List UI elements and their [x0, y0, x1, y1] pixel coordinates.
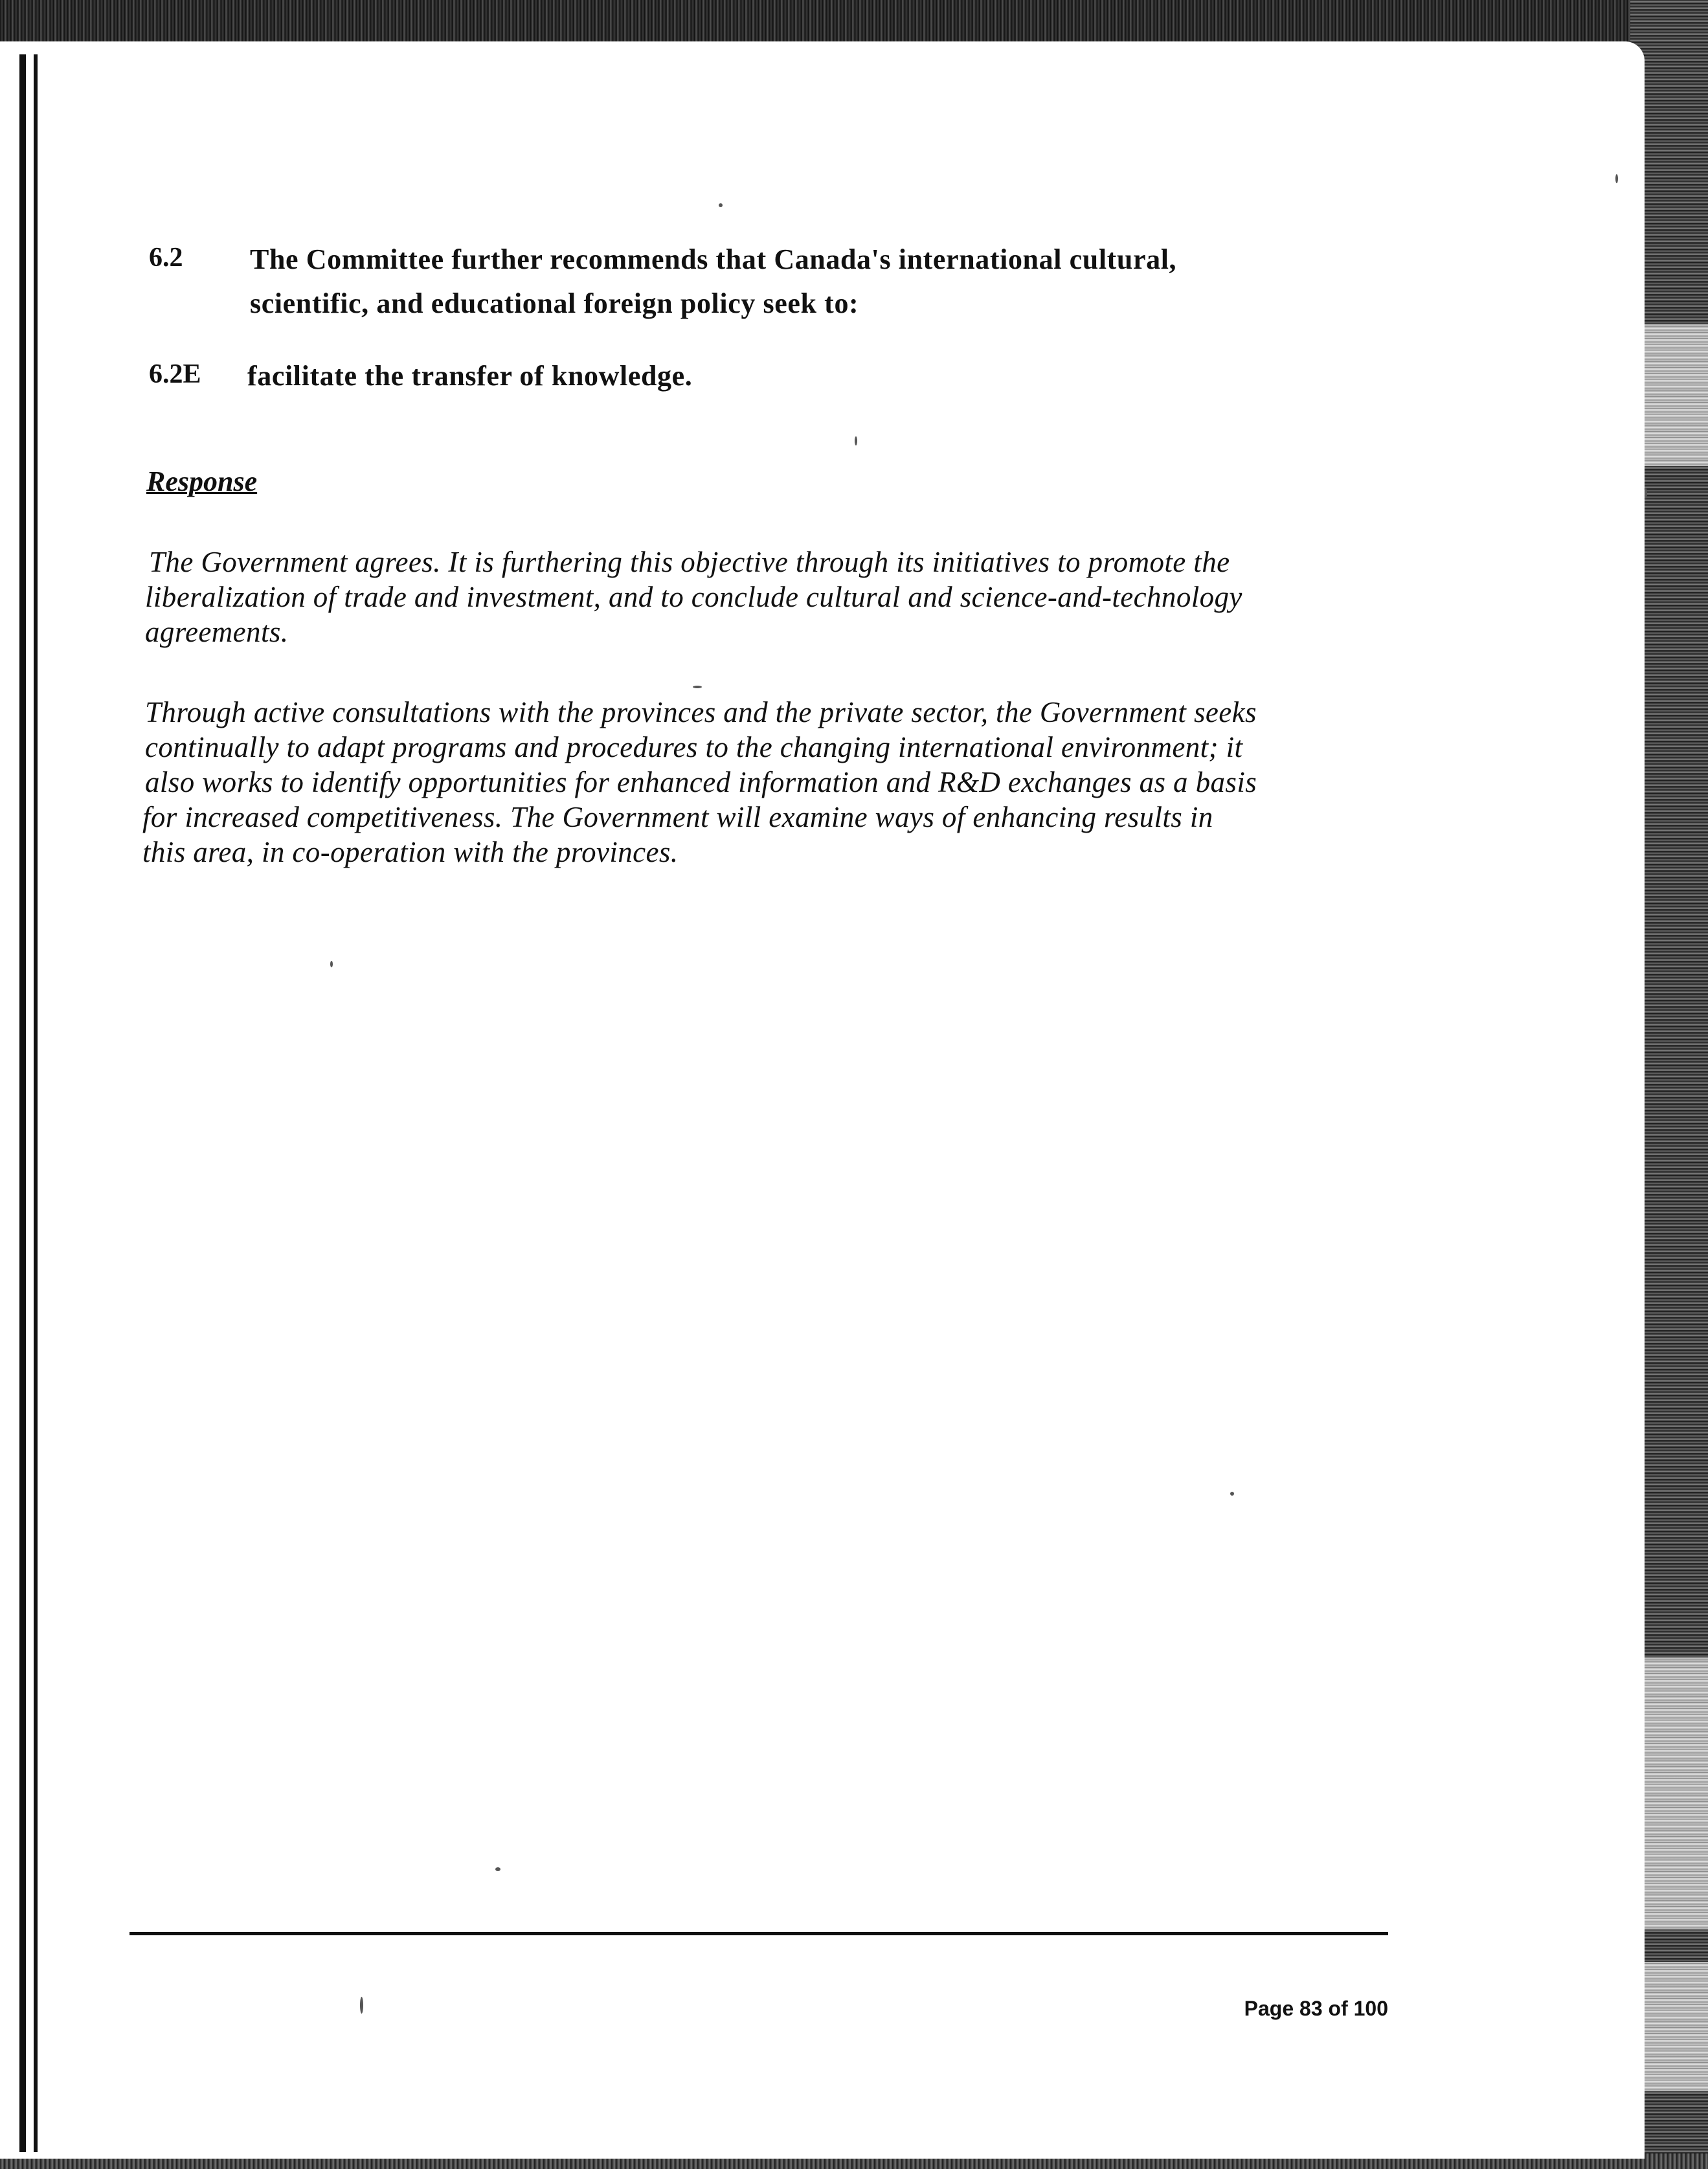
response-paragraph-1-line-1: The Government agrees. It is furthering this objective through its initiatives to promote the	[149, 546, 1230, 578]
scan-speck	[360, 1997, 363, 2014]
recommendation-number: 6.2	[149, 243, 183, 273]
response-paragraph-2-line-5: this area, in co-operation with the provinces.	[142, 836, 679, 868]
response-paragraph-1-line-2: liberalization of trade and investment, and to conclude cultural and science-and-technology	[145, 581, 1242, 613]
scan-speck	[693, 686, 702, 688]
scan-speck	[855, 436, 857, 445]
sub-recommendation-text: facilitate the transfer of knowledge.	[247, 360, 693, 392]
footer-rule	[129, 1932, 1388, 1935]
response-paragraph-2-line-1: Through active consultations with the provinces and the private sector, the Government seeks	[145, 696, 1257, 728]
response-paragraph-2-line-4: for increased competitiveness. The Government will examine ways of enhancing results in	[142, 801, 1213, 833]
scan-speck	[719, 203, 723, 207]
sub-recommendation-number: 6.2E	[149, 359, 201, 389]
response-heading: Response	[146, 466, 258, 497]
response-paragraph-2-line-2: continually to adapt programs and procedures to the changing international environment; it	[145, 731, 1243, 763]
scan-speck	[1615, 174, 1618, 183]
response-paragraph-2-line-3: also works to identify opportunities for enhanced information and R&D exchanges as a basis	[145, 766, 1257, 798]
recommendation-line-2: scientific, and educational foreign policy seek to:	[250, 287, 859, 319]
recommendation-line-1: The Committee further recommends that Canada's international cultural,	[250, 243, 1177, 275]
binding-line-inner	[34, 54, 38, 2152]
document-page	[0, 41, 1645, 2159]
scan-speck	[330, 961, 333, 967]
binding-line-outer	[19, 54, 26, 2152]
page-number: Page 83 of 100	[1244, 1997, 1388, 2020]
scan-speck	[495, 1867, 500, 1871]
scan-speck	[1645, 488, 1647, 499]
response-paragraph-1-line-3: agreements.	[145, 616, 289, 648]
scan-speck	[1230, 1492, 1234, 1496]
